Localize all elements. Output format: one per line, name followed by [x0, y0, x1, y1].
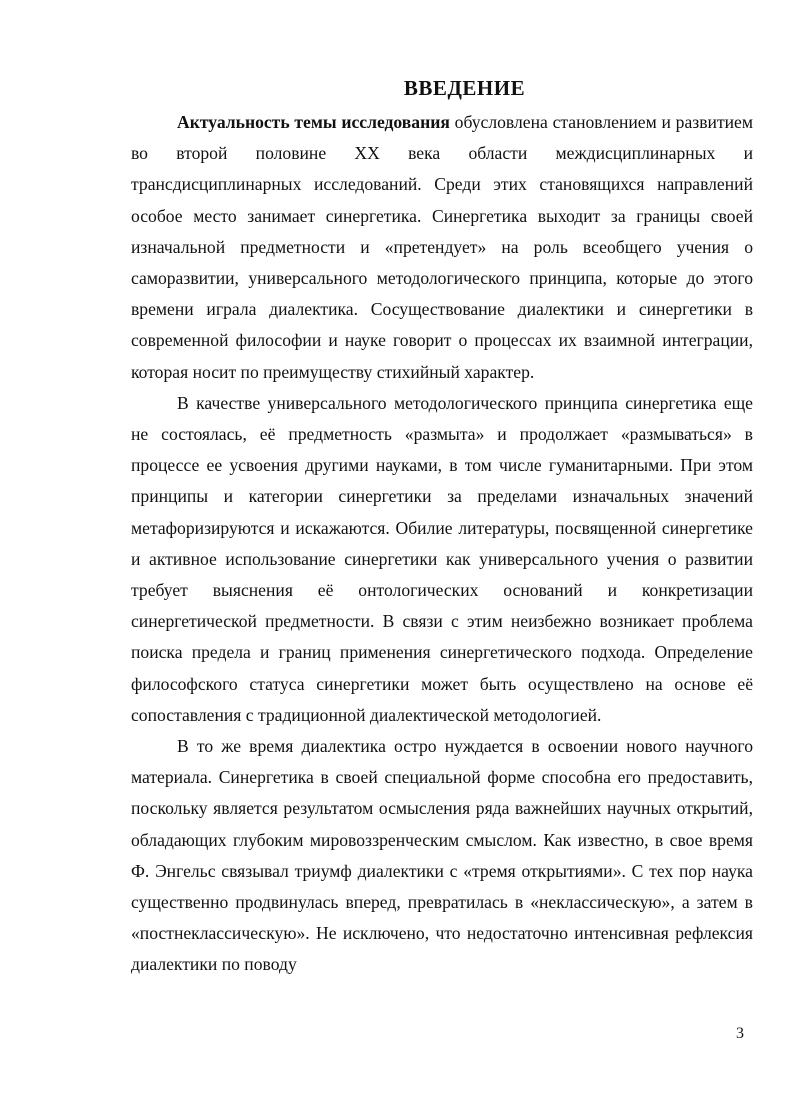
page-title: ВВЕДЕНИЕ [403, 76, 526, 100]
paragraph-3-text: В то же время диалектика остро нуждается в освоении нового научного материала. Синергетика в своей специальной форме способна его предоставить, поскольку является результатом осмысления ряда важнейших научных открытий, обладающих глубоким мировоззренческим смыслом. Как известно, в свое время Ф. Энгельс связывал триумф диалектики с «тремя открытиями». С тех пор наука существенно продвинулась вперед, превратилась в «неклассическую», а затем в «постнеклассическую». Не исключено, что недостаточно интенсивная рефлексия диалектики по поводу [131, 736, 753, 975]
paragraph-1-lead: Актуальность темы исследования [177, 112, 450, 132]
paragraph-1-text: обусловлена становлением и развитием во второй половине XX века области междисциплинарных и трансдисциплинарных исследований. Среди этих становящихся направлений особое место занимает синергетика. Синергетика выходит за границы своей изначальной предметности и «претендует» на роль всеобщего учения о саморазвитии, универсального методологического принципа, которые до этого времени играла диалектика. Сосуществование диалектики и синергетики в современной философии и науке говорит о процессах их взаимной интеграции, которая носит по преимуществу стихийный характер. [131, 112, 754, 382]
paragraph-3 [131, 731, 753, 981]
paragraph-2 [131, 388, 753, 731]
page-number: 3 [736, 1025, 744, 1042]
body-text [131, 107, 753, 981]
paragraph-1 [131, 107, 753, 388]
paragraph-2-text: В качестве универсального методологического принципа синергетика еще не состоялась, её предметность «размыта» и продолжает «размываться» в процессе ее усвоения другими науками, в том числе гуманитарными. При этом принципы и категории синергетики за пределами изначальных значений метафоризируются и искажаются. Обилие литературы, посвященной синергетике и активное использование синергетики как универсального учения о развитии требует выяснения её онтологических оснований и конкретизации синергетической предметности. В связи с этим неизбежно возникает проблема поиска предела и границ применения синергетического подхода. Определение философского статуса синергетики может быть осуществлено на основе её сопоставления с традиционной диалектической методологией. [131, 392, 753, 725]
